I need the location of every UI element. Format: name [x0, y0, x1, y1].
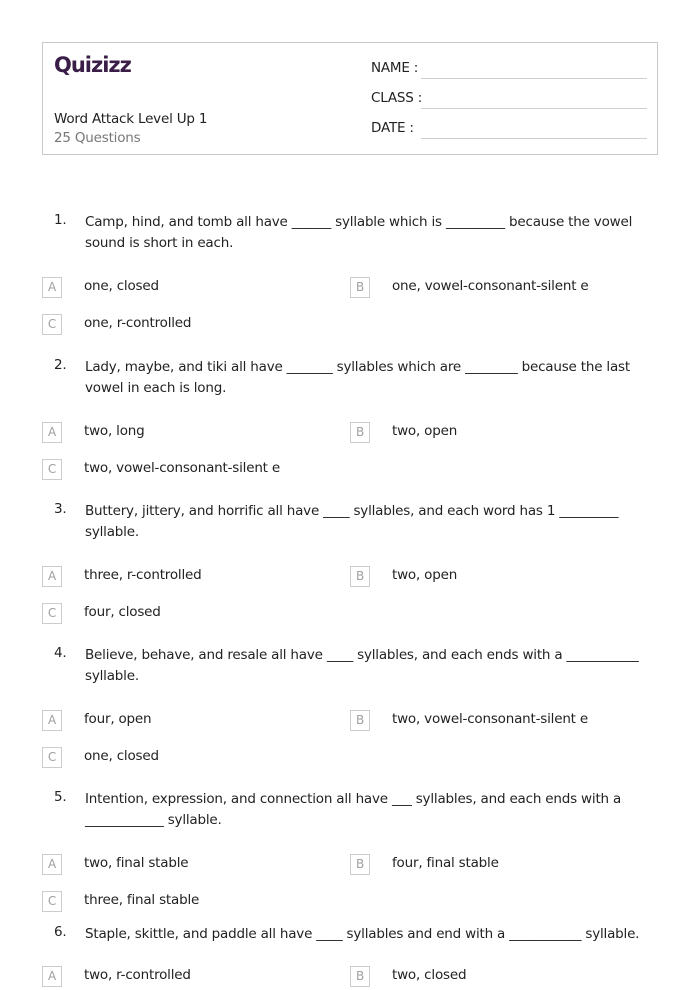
name-line — [421, 78, 647, 79]
class-line — [421, 108, 647, 109]
question-item — [0, 501, 700, 645]
question-number: 4. — [54, 645, 67, 661]
option-text: two, closed — [392, 967, 467, 983]
option-text: two, open — [392, 567, 458, 583]
quizizz-logo: Quizizz — [54, 53, 131, 77]
student-info-fields — [371, 60, 647, 150]
question-text: Believe, behave, and resale all have ____ syllables, and each ends with a ___________ syllable. — [85, 647, 639, 684]
question-item — [0, 645, 700, 789]
option-text: one, vowel-consonant-silent e — [392, 278, 589, 294]
date-line — [421, 138, 647, 139]
question-item — [0, 789, 700, 924]
option-letter: C — [42, 747, 62, 768]
question-number: 2. — [54, 357, 67, 373]
question-text: Camp, hind, and tomb all have ______ syllable which is _________ because the vowel sound is short in each. — [85, 214, 633, 251]
question-item — [0, 924, 700, 990]
question-number: 5. — [54, 789, 67, 805]
option-letter: A — [42, 710, 62, 731]
name-field[interactable] — [371, 60, 647, 90]
option-letter: B — [350, 854, 370, 875]
option-text: two, final stable — [84, 855, 189, 871]
option-text: two, vowel-consonant-silent e — [392, 711, 588, 727]
option-letter: A — [42, 277, 62, 298]
option-text: one, closed — [84, 748, 159, 764]
question-list — [0, 212, 700, 990]
option-text: three, final stable — [84, 892, 200, 908]
option-letter: C — [42, 314, 62, 335]
option-text: two, open — [392, 423, 458, 439]
question-text: Staple, skittle, and paddle all have ____ syllables and end with a ___________ syllable. — [85, 926, 640, 942]
option-letter: A — [42, 966, 62, 987]
option-letter: A — [42, 566, 62, 587]
option-text: four, closed — [84, 604, 161, 620]
option-letter: C — [42, 891, 62, 912]
option-text: two, r-controlled — [84, 967, 191, 983]
question-text: Buttery, jittery, and horrific all have ____ syllables, and each word has 1 _________ syllable. — [85, 503, 619, 540]
option-letter: C — [42, 603, 62, 624]
question-text: Intention, expression, and connection all have ___ syllables, and each ends with a ____________ syllable. — [85, 791, 622, 828]
worksheet-header — [42, 42, 658, 155]
option-letter: A — [42, 854, 62, 875]
option-text: four, open — [84, 711, 152, 727]
date-field[interactable] — [371, 120, 647, 150]
question-number: 6. — [54, 924, 67, 940]
option-text: one, closed — [84, 278, 159, 294]
option-letter: B — [350, 966, 370, 987]
worksheet-title: Word Attack Level Up 1 — [54, 111, 208, 127]
option-letter: A — [42, 422, 62, 443]
date-label: DATE : — [371, 120, 414, 136]
option-text: one, r-controlled — [84, 315, 192, 331]
option-text: two, long — [84, 423, 145, 439]
class-field[interactable] — [371, 90, 647, 120]
question-number: 3. — [54, 501, 67, 517]
option-text: three, r-controlled — [84, 567, 202, 583]
option-text: four, final stable — [392, 855, 499, 871]
option-letter: B — [350, 710, 370, 731]
class-label: CLASS : — [371, 90, 423, 106]
question-item — [0, 357, 700, 501]
question-item — [0, 212, 700, 357]
question-count: 25 Questions — [54, 130, 141, 146]
option-text: two, vowel-consonant-silent e — [84, 460, 280, 476]
option-letter: C — [42, 459, 62, 480]
question-number: 1. — [54, 212, 67, 228]
option-letter: B — [350, 566, 370, 587]
option-letter: B — [350, 422, 370, 443]
name-label: NAME : — [371, 60, 419, 76]
option-letter: B — [350, 277, 370, 298]
question-text: Lady, maybe, and tiki all have _______ syllables which are ________ because the last vowel in each is long. — [85, 359, 630, 396]
